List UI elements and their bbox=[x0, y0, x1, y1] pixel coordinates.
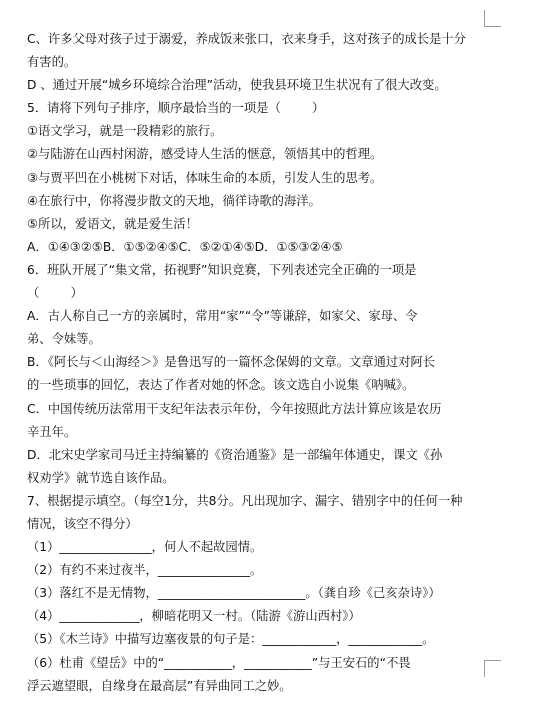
fill-blank-5: （5）《木兰诗》中描写边塞夜景的句子是：____________，____________。 bbox=[27, 632, 435, 647]
question-6-option-d-line-1: D．北宋史学家司马迁主持编纂的《资治通鉴》是一部编年体通史，课文《孙 bbox=[27, 447, 443, 462]
option-c-line-2: 有害的。 bbox=[27, 55, 77, 70]
sentence-1: ①语文学习，就是一段精彩的旅行。 bbox=[27, 124, 223, 139]
question-6-option-a-line-1: A．古人称自己一方的亲属时，常用“家”“令”等谦辞，如家父、家母、令 bbox=[27, 309, 418, 324]
fill-blank-6-line-2: 浮云遮望眼，自缘身在最高层”有异曲同工之妙。 bbox=[27, 678, 292, 693]
question-6-prompt: 6．班队开展了“集文常，拓视野”知识竞赛，下列表述完全正确的一项是 bbox=[27, 262, 417, 277]
question-6-option-c-line-1: C．中国传统历法常用干支纪年法表示年份，今年按照此方法计算应该是农历 bbox=[27, 401, 442, 416]
fill-blank-3: （3）落红不是无情物，________________________。（龚自珍《己亥杂诗》） bbox=[27, 586, 441, 601]
option-d-line: D 、通过开展“城乡环境综合治理”活动，使我县环境卫生状况有了很大改变。 bbox=[27, 78, 447, 93]
sentence-2: ②与陆游在山西村闲游，感受诗人生活的惬意，领悟其中的哲理。 bbox=[27, 147, 383, 162]
document-page bbox=[27, 28, 497, 698]
sentence-3: ③与贾平凹在小桃树下对话，体味生命的本质，引发人生的思考。 bbox=[27, 170, 383, 185]
question-6-option-a-line-2: 弟、令妹等。 bbox=[27, 332, 101, 347]
fill-blank-2: （2）有约不来过夜半，_______________。 bbox=[27, 563, 263, 578]
question-6-answer-blank: （ ） bbox=[27, 286, 83, 301]
question-5-prompt: 5．请将下列句子排序，顺序最恰当的一项是（ ） bbox=[27, 101, 325, 116]
fill-blank-6-line-1: （6）杜甫《望岳》中的“___________，___________”与王安石的“不畏 bbox=[27, 655, 411, 670]
question-5-options: A．①④③②⑤B．①⑤②④⑤C．⑤②①④⑤D．①⑤③②④⑤ bbox=[27, 239, 343, 254]
sentence-4: ④在旅行中，你将漫步散文的天地，徜徉诗歌的海洋。 bbox=[27, 193, 321, 208]
question-7-prompt-line-1: 7、根据提示填空。（每空1分，共8分。凡出现加字、漏字、错别字中的任何一种 bbox=[27, 493, 463, 508]
sentence-5: ⑤所以，爱语文，就是爱生活！ bbox=[27, 216, 198, 231]
top-corner-crop-mark bbox=[484, 10, 501, 27]
question-6-option-d-line-2: 权劝学》就节选自该作品。 bbox=[27, 470, 175, 485]
fill-blank-1: （1）_______________，何人不起故园情。 bbox=[27, 540, 263, 555]
question-6-option-c-line-2: 辛丑年。 bbox=[27, 424, 77, 439]
question-6-option-b-line-2: 的一些琐事的回忆，表达了作者对她的怀念。该文选自小说集《呐喊》。 bbox=[27, 378, 415, 393]
option-c-line-1: C、许多父母对孩子过于溺爱，养成饭来张口，衣来身手，这对孩子的成长是十分 bbox=[27, 32, 466, 46]
fill-blank-4: （4）_____________，柳暗花明又一村。（陆游《游山西村》） bbox=[27, 609, 361, 624]
question-6-option-b-line-1: B．《阿长与＜山海经＞》是鲁迅写的一篇怀念保姆的文章。文章通过对阿长 bbox=[27, 355, 436, 370]
question-7-prompt-line-2: 情况，该空不得分） bbox=[27, 516, 138, 531]
